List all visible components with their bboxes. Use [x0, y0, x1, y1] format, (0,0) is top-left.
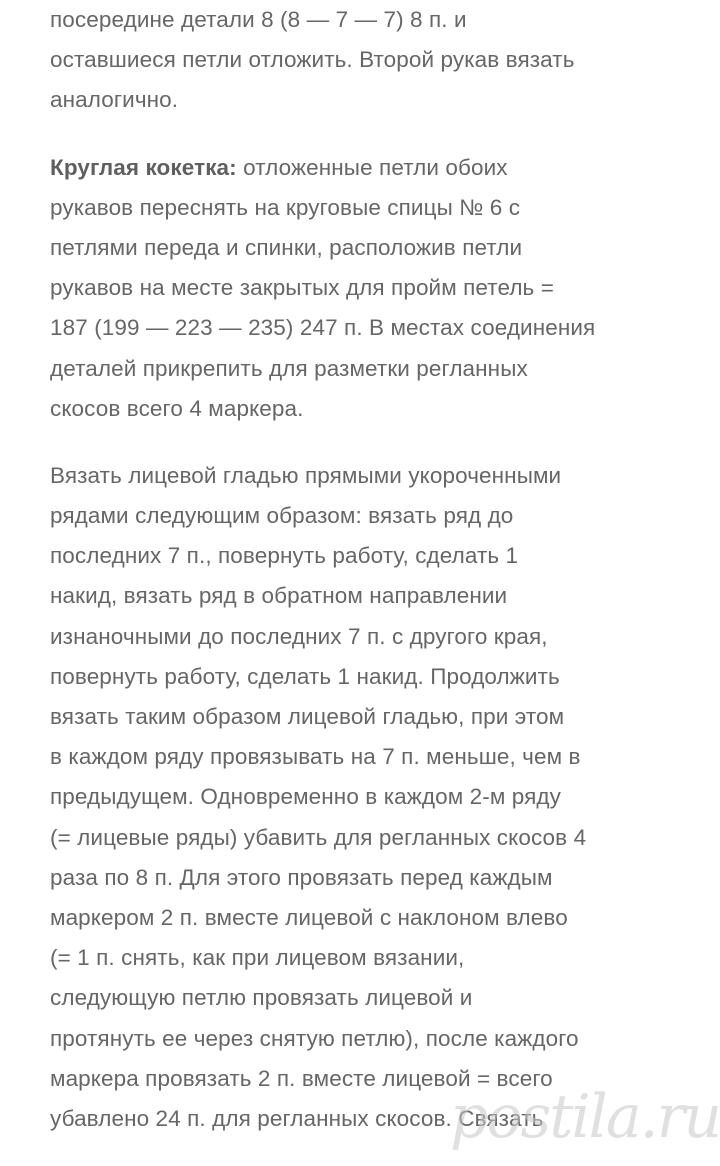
text-fragment: отложенные петли обоих: [236, 154, 508, 180]
text-line: Вязать лицевой гладью прямыми укороченными: [50, 462, 562, 488]
article-body: [50, 0, 620, 1166]
text-line: маркера провязать 2 п. вместе лицевой = всего: [50, 1065, 553, 1091]
text-line: посередине детали 8 (8 — 7 — 7) 8 п. и: [50, 7, 467, 32]
text-line: маркером 2 п. вместе лицевой с наклоном влево: [50, 904, 568, 930]
text-line: накид, вязать ряд в обратном направлении: [50, 583, 508, 609]
postila-watermark: postila.ru: [450, 1082, 720, 1152]
text-line: петлями переда и спинки, расположив петли: [50, 234, 523, 260]
text-line: оставшиеся петли отложить. Второй рукав вязать: [50, 47, 575, 73]
text-line: вязать таким образом лицевой гладью, при этом: [50, 704, 565, 729]
text-line: (= лицевые ряды) убавить для регланных скосов 4: [50, 824, 587, 850]
paragraph-sleeve-end: [50, 0, 620, 121]
text-line: предыдущем. Одновременно в каждом 2-м ряду: [50, 784, 562, 810]
text-line: последних 7 п., повернуть работу, сделать 1: [50, 543, 519, 569]
text-line: [50, 148, 620, 188]
section-heading: Круглая кокетка:: [50, 154, 237, 180]
text-line: 187 (199 — 223 — 235) 247 п. В местах соединения: [50, 315, 596, 341]
text-line: деталей прикрепить для разметки регланных: [50, 355, 528, 381]
text-line: аналогично.: [50, 87, 179, 113]
text-line: рукавов на месте закрытых для пройм петель =: [50, 275, 554, 301]
text-line: раза по 8 п. Для этого провязать перед каждым: [50, 864, 553, 890]
text-line: изнаночными до последних 7 п. с другого края,: [50, 623, 548, 649]
paragraph-round-yoke: [50, 148, 620, 429]
text-line: рукавов переснять на круговые спицы № 6 с: [50, 194, 521, 220]
text-line: рядами следующим образом: вязать ряд до: [50, 503, 514, 529]
text-line: убавлено 24 п. для регланных скосов. Связать: [50, 1105, 544, 1131]
text-line: протянуть ее через снятую петлю), после каждого: [50, 1025, 579, 1051]
text-line: следующую петлю провязать лицевой и: [50, 985, 473, 1011]
text-line: повернуть работу, сделать 1 накид. Продолжить: [50, 663, 560, 689]
text-line: (= 1 п. снять, как при лицевом вязании,: [50, 945, 465, 971]
text-line: в каждом ряду провязывать на 7 п. меньше, чем в: [50, 744, 581, 770]
text-line: скосов всего 4 маркера.: [50, 395, 304, 421]
paragraph-short-rows: [50, 456, 620, 1139]
